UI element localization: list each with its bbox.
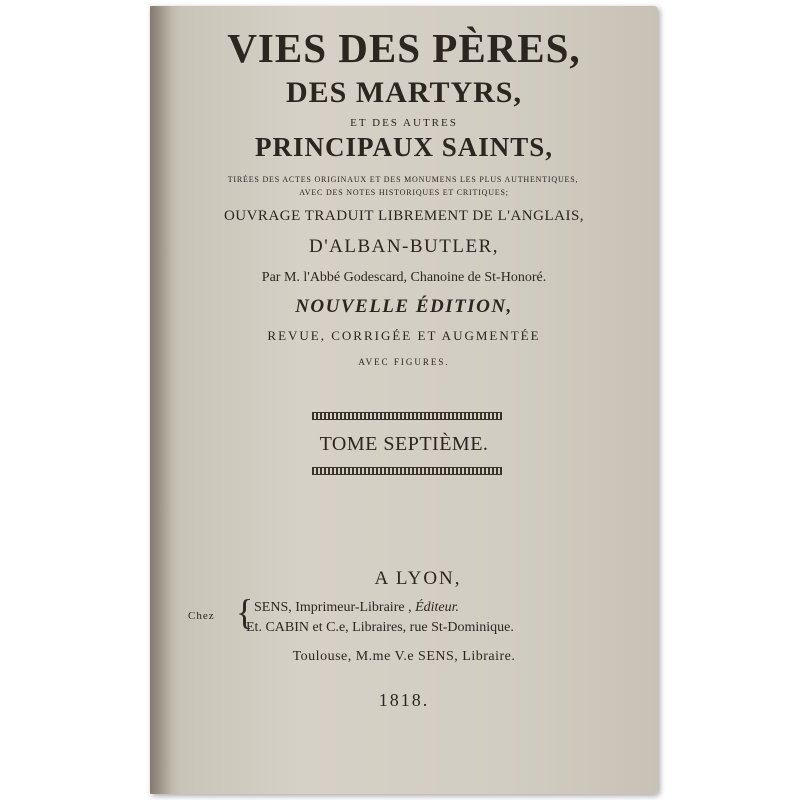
book-page [150,6,658,794]
translation-note: OUVRAGE TRADUIT LIBREMENT DE L'ANGLAIS, [223,208,585,224]
volume-label: TOME SEPTIÈME. [319,433,489,455]
title-line-1: VIES DES PÈRES, [227,25,581,71]
subtitle-line-1: TIRÉES DES ACTES ORIGINAUX ET DES MONUMENS LES PLUS AUTHENTIQUES, [227,175,579,184]
publisher-1-name: SENS [254,600,289,615]
publisher-line-2: Et. CABIN et C.e, Libraires, rue St-Dominique. [246,620,514,635]
ornamental-rule-bottom [312,467,502,475]
publisher-1-role: , Imprimeur-Libraire , [288,600,416,615]
translator-credit: Par M. l'Abbé Godescard, Chanoine de St-Honoré. [261,270,547,285]
title-line-4: PRINCIPAUX SAINTS, [254,132,554,162]
chez-label: Chez [188,610,215,622]
title-line-3: ET DES AUTRES [350,117,458,129]
toulouse-publisher: Toulouse, M.me V.e SENS, Libraire. [292,649,516,664]
author-name: D'ALBAN-BUTLER, [308,236,500,257]
publisher-line-1 [254,600,459,616]
subtitle-line-2: AVEC DES NOTES HISTORIQUES ET CRITIQUES; [299,188,509,197]
title-line-2: DES MARTYRS, [286,76,522,109]
edition-title: NOUVELLE ÉDITION, [295,296,513,317]
ornamental-rule-top [312,412,502,420]
place-of-publication: A LYON, [374,568,462,589]
brace-glyph: { [236,592,254,632]
publication-year: 1818. [378,690,430,710]
publisher-1-editor: Éditeur. [415,600,460,615]
edition-note: REVUE, CORRIGÉE ET AUGMENTÉE [267,328,541,343]
figures-note: AVEC FIGURES. [358,357,450,367]
